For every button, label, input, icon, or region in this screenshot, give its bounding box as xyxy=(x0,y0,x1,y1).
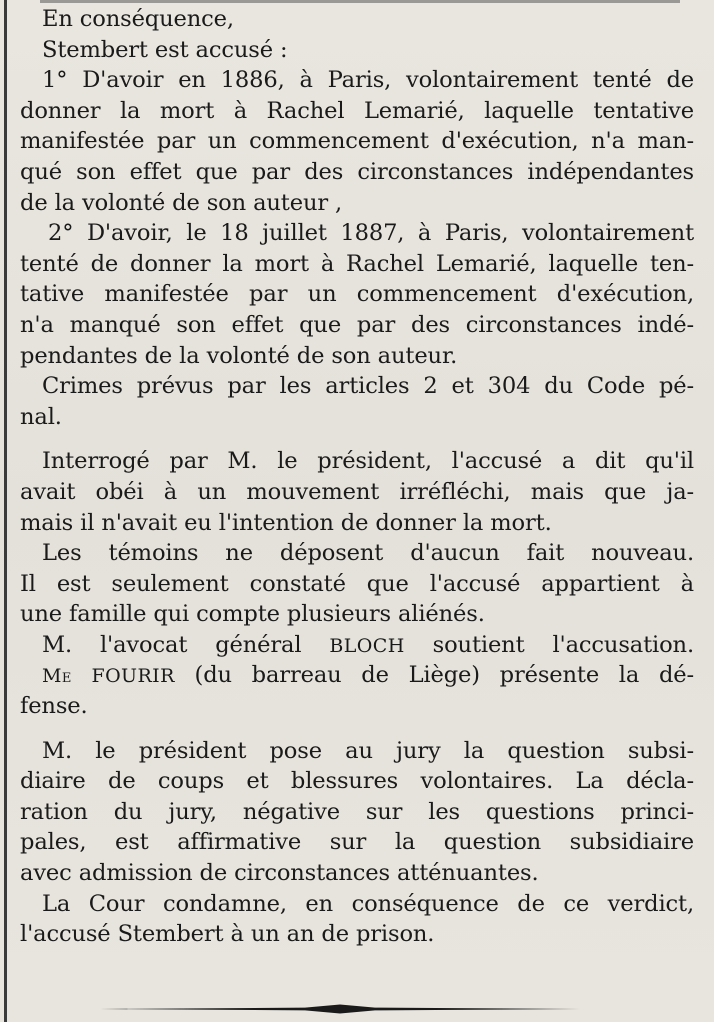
text-fragment: (du barreau de Liège) présente la dé- xyxy=(194,662,694,689)
text-line: 2° D'avoir, le 18 juillet 1887, à Paris, volontairement xyxy=(48,220,694,247)
text-line: pales, est affirmative sur la question subsidiaire xyxy=(20,829,694,856)
text-column xyxy=(20,4,694,950)
text-line: nal. xyxy=(20,403,62,430)
text-line: tative manifestée par un commencement d'exécution, xyxy=(20,281,694,308)
text-line: fense. xyxy=(20,693,88,720)
column-rule xyxy=(4,0,7,1022)
text-line: La Cour condamne, en conséquence de ce verdict, xyxy=(42,890,694,917)
text-line: avec admission de circonstances atténuantes. xyxy=(20,860,539,887)
text-line: qué son effet que par des circonstances indépendantes xyxy=(20,158,694,185)
text-line: une famille qui compte plusieurs aliénés. xyxy=(20,601,485,628)
separator-ornament-icon xyxy=(100,1004,580,1014)
text-line: n'a manqué son effet que par des circonstances indé- xyxy=(20,311,694,338)
text-line: En conséquence, xyxy=(42,6,234,32)
name-bloch: BLOCH xyxy=(329,634,405,657)
text-line: avait obéi à un mouvement irréfléchi, mais que ja- xyxy=(20,478,694,505)
text-line: Interrogé par M. le président, l'accusé a dit qu'il xyxy=(42,448,694,475)
text-line: mais il n'avait eu l'intention de donner la mort. xyxy=(20,509,552,536)
text-line: ration du jury, négative sur les questions princi- xyxy=(20,798,694,825)
text-line: pendantes de la volonté de son auteur. xyxy=(20,342,458,369)
name-fourir: FOURIR xyxy=(91,665,175,688)
text-line: l'accusé Stembert à un an de prison. xyxy=(20,921,435,948)
text-line: diaire de coups et blessures volontaires. La décla- xyxy=(20,768,694,795)
text-line: M. le président pose au jury la question subsi- xyxy=(42,737,694,764)
text-fragment: soutient l'accusation. xyxy=(432,631,694,658)
text-line: Stembert est accusé : xyxy=(42,36,288,63)
text-line: tenté de donner la mort à Rachel Lemarié, laquelle ten- xyxy=(20,250,694,277)
text-line xyxy=(20,630,694,661)
text-fragment: M. l'avocat général xyxy=(42,631,302,658)
title-maitre: Me xyxy=(42,665,72,688)
text-line: donner la mort à Rachel Lemarié, laquelle tentative xyxy=(20,97,694,124)
text-line: manifestée par un commencement d'exécution, n'a man- xyxy=(20,128,694,155)
text-line: de la volonté de son auteur , xyxy=(20,189,343,216)
text-line: Il est seulement constaté que l'accusé appartient à xyxy=(20,570,694,597)
text-line xyxy=(20,660,694,691)
top-edge-residue xyxy=(40,0,680,3)
text-line: 1° D'avoir en 1886, à Paris, volontairement tenté de xyxy=(42,67,694,94)
text-line: Crimes prévus par les articles 2 et 304 du Code pé- xyxy=(42,373,694,400)
text-line: Les témoins ne déposent d'aucun fait nouveau. xyxy=(42,540,694,567)
